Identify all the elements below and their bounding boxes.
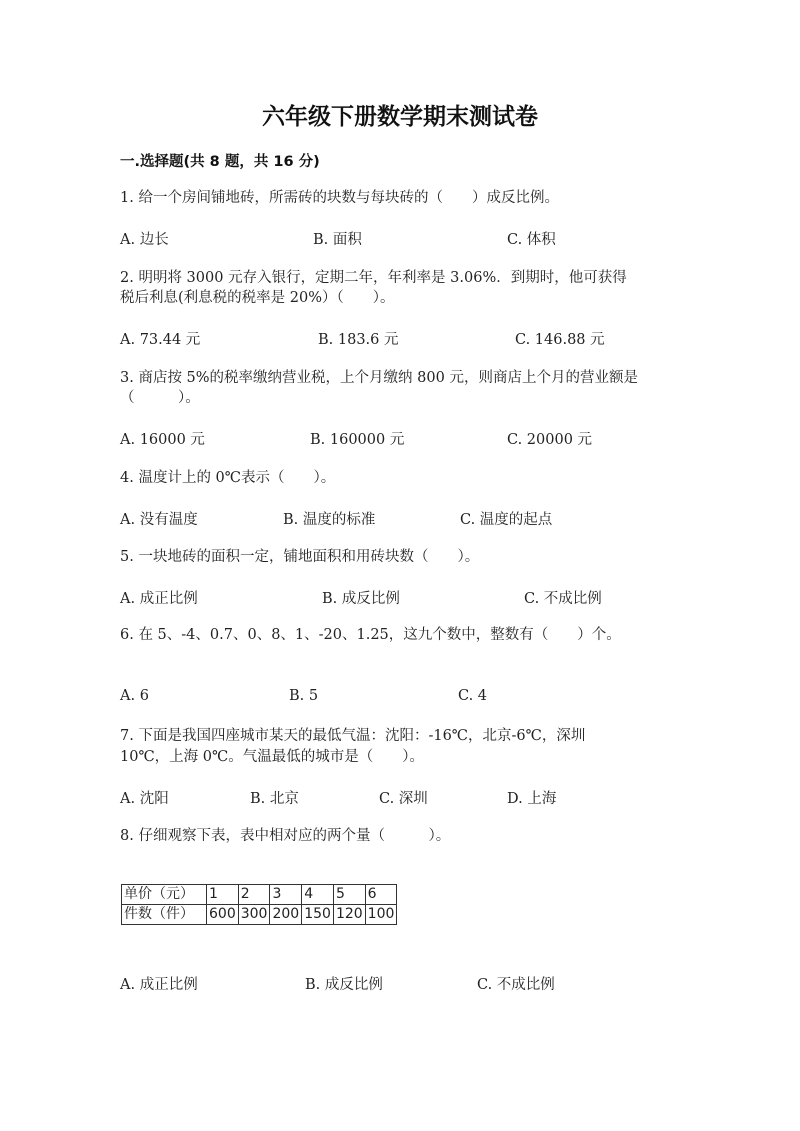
table-cell: 5 — [333, 885, 365, 905]
price-quantity-table — [121, 884, 397, 925]
question-7-line-2: 10℃，上海 0℃。气温最低的城市是（ ）。 — [120, 749, 424, 765]
question-2-line-2: 税后利息(利息税的税率是 20%）（ ）。 — [120, 290, 395, 306]
table-cell: 300 — [238, 905, 270, 925]
table-cell: 600 — [207, 905, 239, 925]
table-cell: 3 — [270, 885, 302, 905]
q5-option-b[interactable]: B. 成反比例 — [322, 591, 400, 607]
q5-option-c[interactable]: C. 不成比例 — [524, 591, 602, 607]
q8-option-a[interactable]: A. 成正比例 — [120, 977, 198, 993]
question-5: 5. 一块地砖的面积一定，铺地面积和用砖块数（ ）。 — [120, 549, 480, 565]
q1-option-a[interactable]: A. 边长 — [120, 232, 169, 248]
table-cell: 150 — [302, 905, 334, 925]
question-6: 6. 在 5、-4、0.7、0、8、1、-20、1.25，这九个数中，整数有（ ）个。 — [120, 627, 621, 643]
q4-option-a[interactable]: A. 没有温度 — [120, 512, 198, 528]
q4-option-c[interactable]: C. 温度的起点 — [460, 512, 553, 528]
table-cell: 100 — [365, 905, 397, 925]
q7-option-d[interactable]: D. 上海 — [507, 791, 557, 807]
question-4: 4. 温度计上的 0℃表示（ ）。 — [120, 470, 336, 486]
q2-option-c[interactable]: C. 146.88 元 — [515, 332, 605, 348]
q7-option-c[interactable]: C. 深圳 — [379, 791, 428, 807]
table-row-quantity — [122, 905, 397, 925]
q6-option-c[interactable]: C. 4 — [458, 688, 488, 704]
q7-option-b[interactable]: B. 北京 — [250, 791, 299, 807]
q2-option-a[interactable]: A. 73.44 元 — [120, 332, 201, 348]
q1-option-b[interactable]: B. 面积 — [313, 232, 362, 248]
question-7-line-1: 7. 下面是我国四座城市某天的最低气温：沈阳：-16℃，北京-6℃，深圳 — [120, 728, 586, 744]
q1-option-c[interactable]: C. 体积 — [507, 232, 556, 248]
q3-option-a[interactable]: A. 16000 元 — [120, 432, 205, 448]
q8-option-b[interactable]: B. 成反比例 — [305, 977, 383, 993]
question-2-line-1: 2. 明明将 3000 元存入银行，定期二年，年利率是 3.06%．到期时，他可获得 — [120, 270, 627, 286]
q2-option-b[interactable]: B. 183.6 元 — [318, 332, 399, 348]
table-cell: 2 — [238, 885, 270, 905]
page-title: 六年级下册数学期末测试卷 — [262, 104, 538, 130]
section-heading: 一.选择题(共 8 题，共 16 分) — [120, 154, 320, 170]
table-cell: 1 — [207, 885, 239, 905]
question-3-line-2: （ ）。 — [120, 390, 200, 406]
q5-option-a[interactable]: A. 成正比例 — [120, 591, 198, 607]
q7-option-a[interactable]: A. 沈阳 — [120, 791, 169, 807]
table-cell: 件数（件） — [122, 905, 207, 925]
q6-option-a[interactable]: A. 6 — [120, 688, 149, 704]
table-row-price — [122, 885, 397, 905]
table-cell: 120 — [333, 905, 365, 925]
q3-option-b[interactable]: B. 160000 元 — [310, 432, 405, 448]
table-cell: 6 — [365, 885, 397, 905]
table-cell: 单价（元） — [122, 885, 207, 905]
q3-option-c[interactable]: C. 20000 元 — [507, 432, 593, 448]
q8-option-c[interactable]: C. 不成比例 — [477, 977, 555, 993]
question-1: 1. 给一个房间铺地砖，所需砖的块数与每块砖的（ ）成反比例。 — [120, 190, 559, 206]
q6-option-b[interactable]: B. 5 — [289, 688, 319, 704]
table-cell: 4 — [302, 885, 334, 905]
question-8: 8. 仔细观察下表，表中相对应的两个量（ ）。 — [120, 828, 451, 844]
table-cell: 200 — [270, 905, 302, 925]
q4-option-b[interactable]: B. 温度的标准 — [283, 512, 376, 528]
question-3-line-1: 3. 商店按 5%的税率缴纳营业税，上个月缴纳 800 元，则商店上个月的营业额是 — [120, 370, 638, 386]
